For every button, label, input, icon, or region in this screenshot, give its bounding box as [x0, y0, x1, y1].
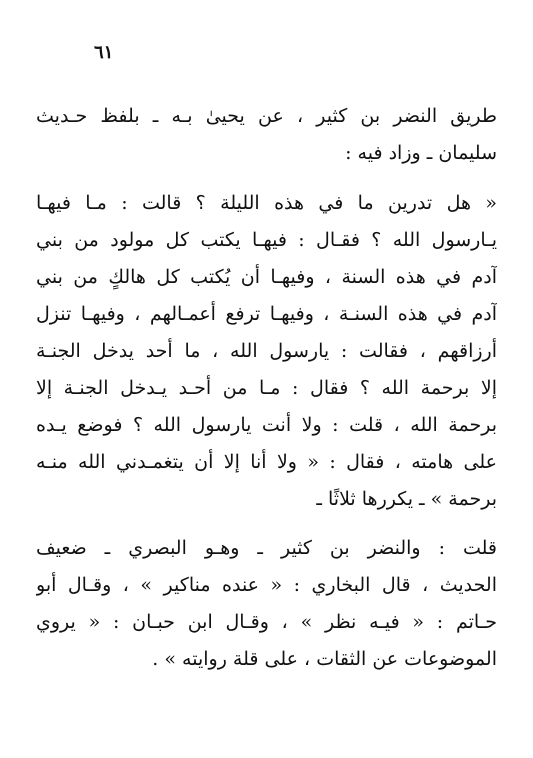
- text-line: آدم في هذه السنـة ، وفيهـا ترفع أعمـالهم ، وفيهـا تنزل: [36, 303, 497, 325]
- paragraph-hadith: [36, 185, 497, 518]
- text-line: أرزاقهم ، فقالت : يارسول الله ، ما أحد يدخل الجنـة: [36, 340, 497, 362]
- text-line: يـارسول الله ؟ فقـال : فيهـا يكتب كل مولود من بني: [36, 229, 497, 251]
- page-number: ٦١: [94, 42, 114, 63]
- text-line: آدم في هذه السنة ، وفيهـا أن يُكتب كل هالكٍ من بني: [36, 266, 497, 288]
- text-line: الموضوعات عن الثقات ، على قلة روايته » .: [152, 648, 497, 670]
- text-line: « هل تدرين ما في هذه الليلة ؟ قالت : مـا فيهـا: [36, 192, 497, 214]
- text-line: إلا برحمة الله ؟ فقال : مـا من أحـد يـدخل الجنـة إلا: [36, 377, 497, 399]
- text-line: قلت : والنضر بن كثير ـ وهـو البصري ـ ضعيف: [36, 537, 497, 559]
- text-line: على هامته ، فقال : « ولا أنا إلا أن يتغمـدني الله منـه: [36, 451, 497, 473]
- text-line: سليمان ـ وزاد فيه :: [345, 142, 497, 164]
- paragraph-commentary: [36, 530, 497, 678]
- paragraph-chain: [36, 98, 497, 172]
- text-line: حـاتم : « فيـه نظر » ، وقـال ابن حبـان : « يروي: [36, 611, 497, 633]
- text-line: برحمة الله ، قلت : ولا أنت يارسول الله ؟ فوضع يـده: [36, 414, 497, 436]
- text-line: طريق النضر بن كثير ، عن يحيىٰ بـه ـ بلفظ حـديث: [36, 105, 497, 127]
- text-line: الحديث ، قال البخاري : « عنده مناكير » ، وقـال أبو: [36, 574, 497, 596]
- text-line: برحمة » ـ يكررها ثلاثًا ـ: [316, 488, 497, 510]
